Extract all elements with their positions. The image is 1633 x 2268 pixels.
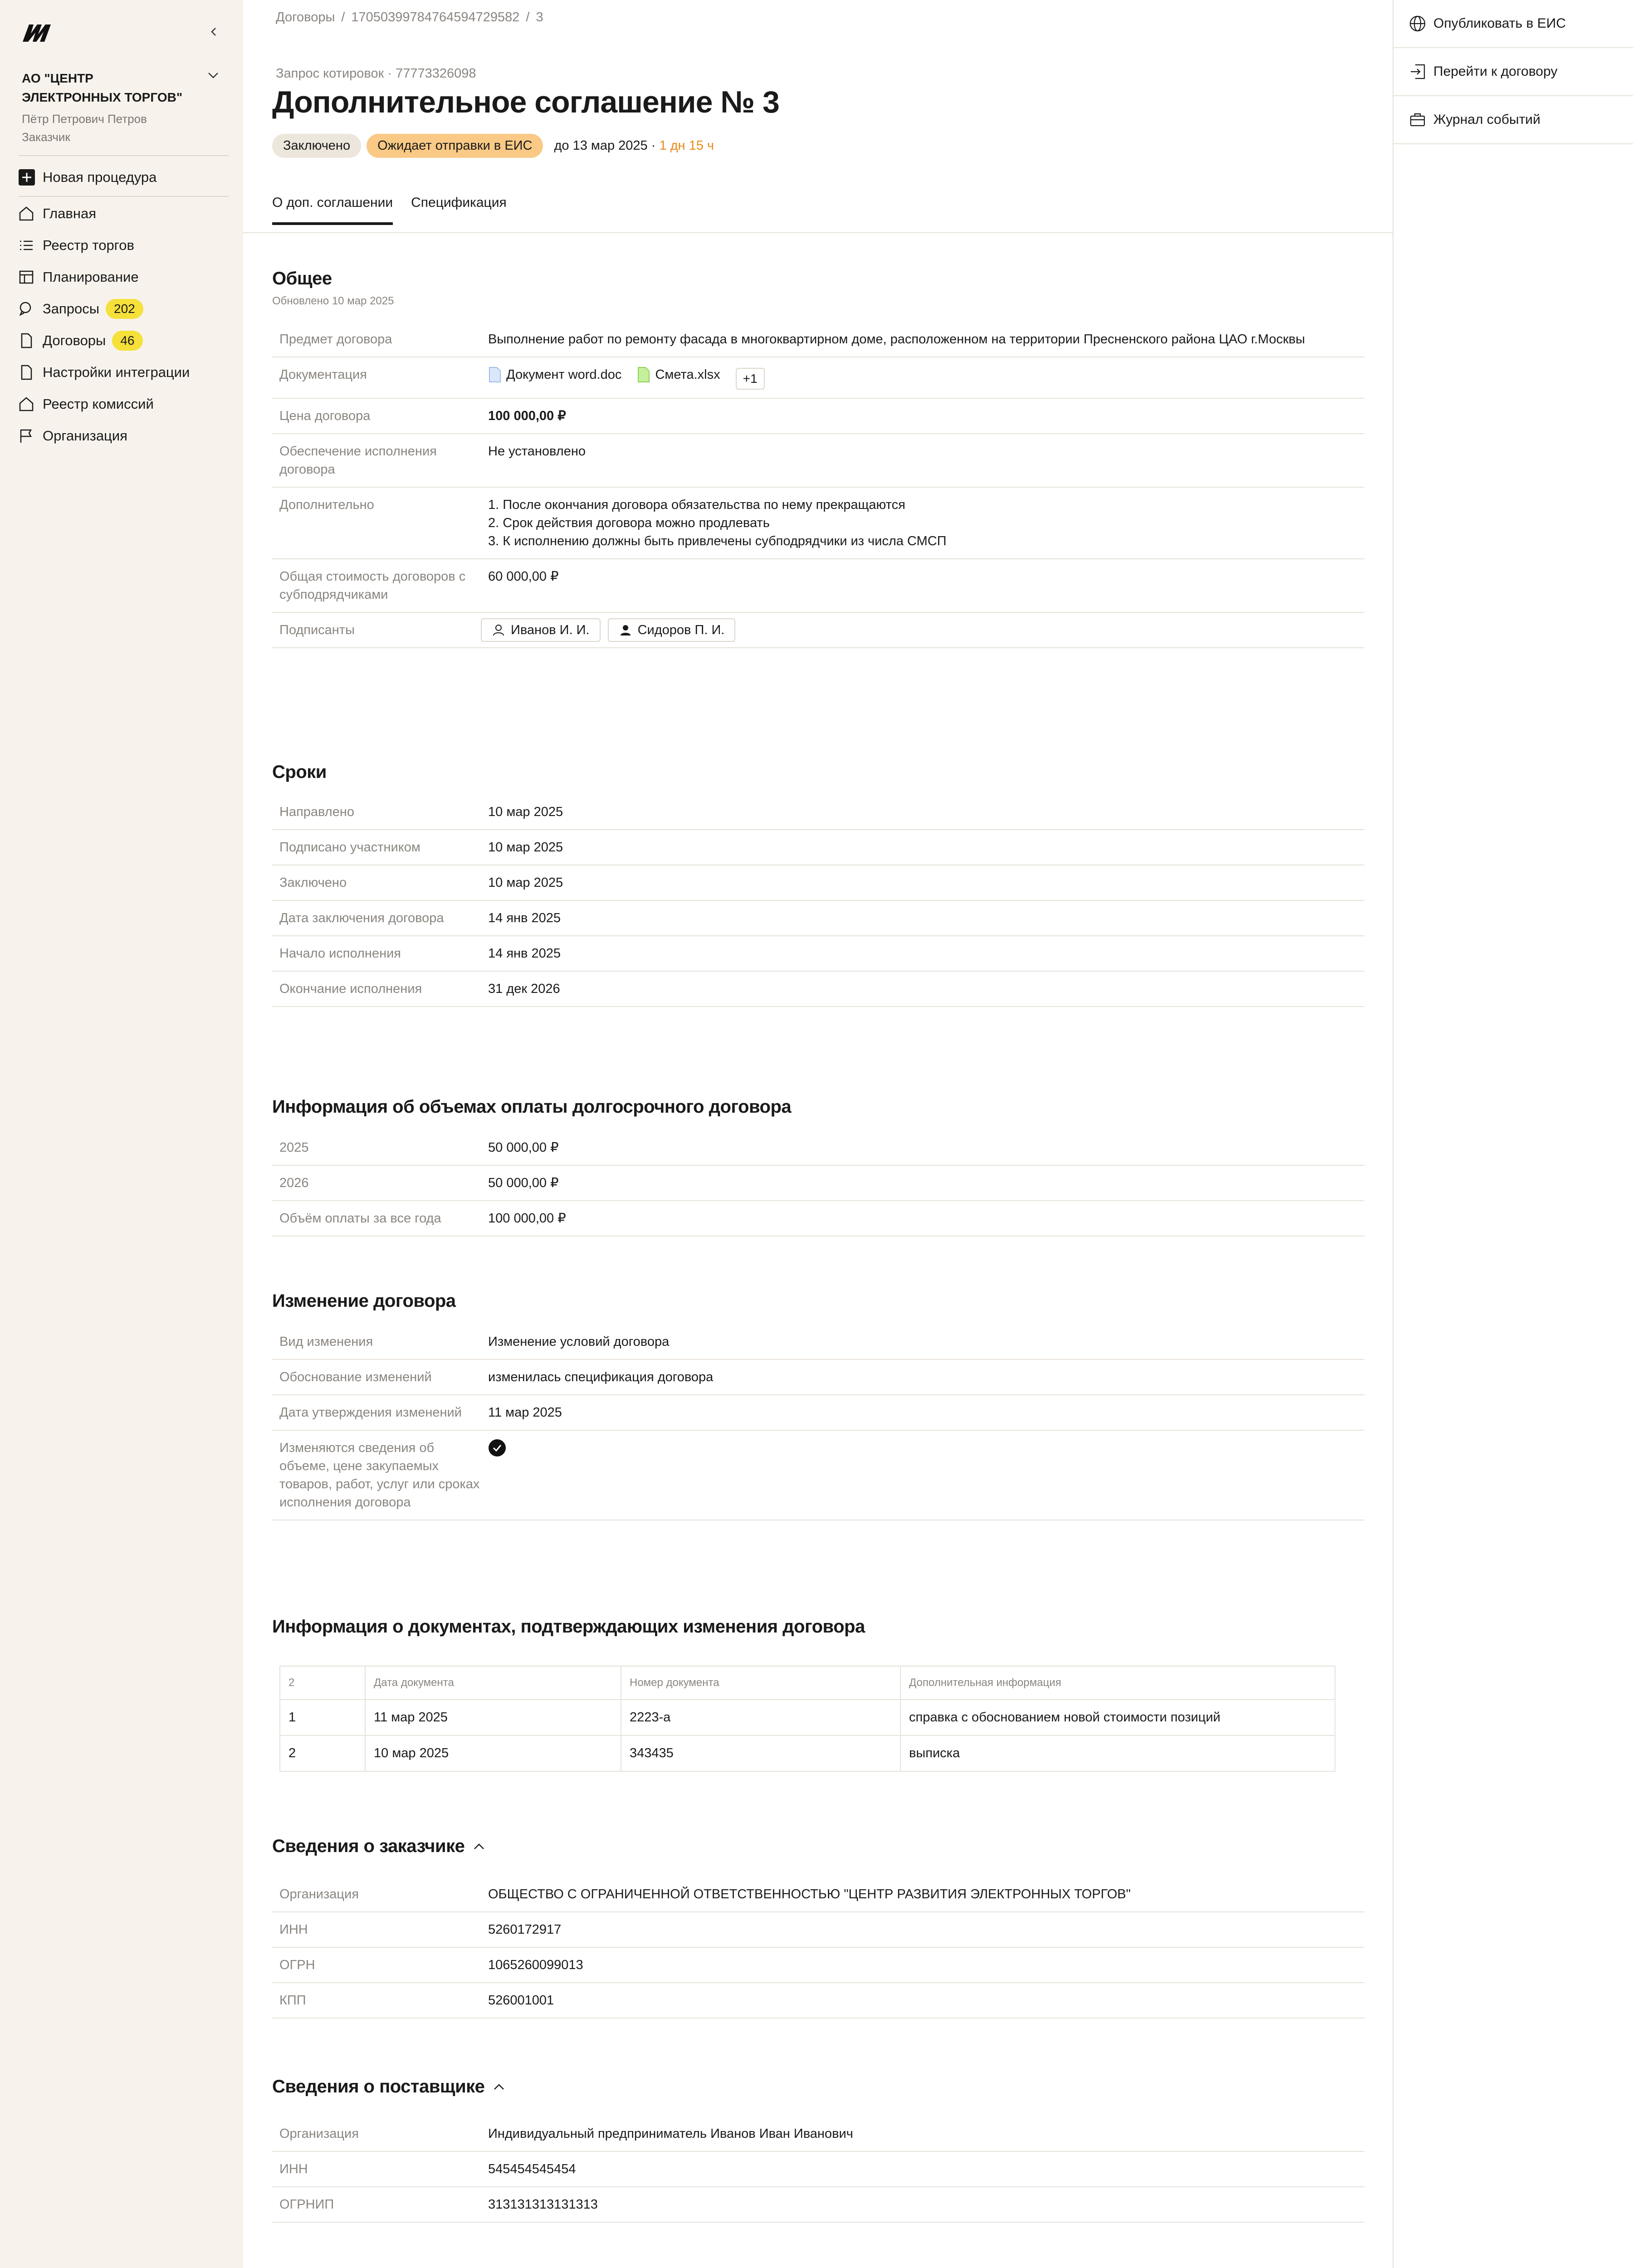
- kv-key: Организация: [279, 1887, 359, 1901]
- nav-item-contracts[interactable]: [18, 325, 231, 357]
- nav-label: Договоры: [43, 332, 106, 348]
- kv-value: 313131313131313: [488, 2197, 598, 2212]
- actions-panel: [1393, 0, 1633, 2268]
- terms-table: [272, 795, 1364, 1007]
- kv-value: 10 мар 2025: [488, 805, 563, 819]
- deadline-date: до 13 мар 2025 ·: [554, 138, 656, 153]
- plus-square-icon: [18, 166, 40, 188]
- count-badge: 46: [112, 331, 142, 351]
- action-label: Журнал событий: [1433, 112, 1540, 127]
- deadline-text: [554, 138, 714, 153]
- kv-value: 100 000,00 ₽: [488, 1211, 566, 1226]
- kv-key: Обоснование изменений: [279, 1370, 432, 1384]
- nav-label: Реестр комиссий: [43, 396, 154, 412]
- event-log-button[interactable]: [1393, 96, 1633, 144]
- breadcrumb-item[interactable]: 1705039978476459472958​2: [351, 10, 520, 24]
- kv-value: 11 мар 2025: [488, 1405, 562, 1420]
- org-switcher[interactable]: [22, 69, 229, 146]
- procedure-subhead: Запрос котировок · 77773326098: [276, 66, 476, 81]
- new-procedure-button[interactable]: [18, 161, 231, 193]
- kv-value: Изменение условий договора: [488, 1334, 670, 1349]
- divider: [18, 196, 229, 197]
- kv-row: [272, 1983, 1364, 2019]
- doc-name: Смета.xlsx: [655, 367, 720, 382]
- kv-value: 50 000,00 ₽: [488, 1140, 559, 1155]
- home-icon: [18, 393, 40, 415]
- table-header: Дата документа: [365, 1666, 621, 1700]
- doc-name: Документ word.doc: [506, 367, 622, 382]
- list-icon: [18, 235, 40, 256]
- kv-value: 60 000,00 ₽: [488, 569, 559, 584]
- section-title-text: Сведения о заказчике: [272, 1836, 465, 1856]
- collapse-sidebar-button[interactable]: [202, 20, 226, 44]
- kv-row: [272, 830, 1364, 865]
- tabs-divider: [243, 232, 1393, 233]
- kv-row: [272, 2116, 1364, 2152]
- kv-value: 14 янв 2025: [488, 946, 561, 961]
- page-title: Дополнительное соглашение № 3: [272, 85, 779, 119]
- kv-key: Направлено: [279, 805, 354, 819]
- new-procedure-label: Новая процедура: [43, 169, 157, 185]
- excel-file-icon: [637, 367, 650, 383]
- signer-chip[interactable]: [481, 618, 601, 642]
- kv-value: 10 мар 2025: [488, 875, 563, 890]
- publish-eis-button[interactable]: [1393, 0, 1633, 48]
- user-name: Пётр Петрович Петров: [22, 112, 147, 126]
- nav-label: Запросы: [43, 301, 100, 317]
- table-header: Дополнительная информация: [900, 1666, 1335, 1700]
- tab-about[interactable]: О доп. соглашении: [272, 195, 393, 225]
- user-role: Заказчик: [22, 130, 70, 144]
- updated-text: Обновлено 10 мар 2025: [272, 295, 394, 307]
- check-circle-icon: [488, 1439, 506, 1457]
- briefcase-icon: [1409, 111, 1426, 128]
- table-header: Номер документа: [621, 1666, 900, 1700]
- chat-icon: [18, 298, 40, 320]
- kv-value: 545454545454: [488, 2162, 576, 2176]
- kv-row: [272, 1877, 1364, 1912]
- kv-key: Дополнительно: [279, 498, 374, 512]
- document-icon: [18, 362, 40, 383]
- kv-value: Выполнение работ по ремонту фасада в многоквартирном доме, расположенном на территории Пресненского района ЦАО г.Москвы: [488, 332, 1305, 347]
- nav-item-requests[interactable]: [18, 293, 231, 325]
- home-icon: [18, 203, 40, 225]
- kv-key: Дата утверждения изменений: [279, 1405, 462, 1420]
- tab-specification[interactable]: Спецификация: [411, 195, 507, 210]
- kv-key: 2026: [279, 1176, 309, 1190]
- doc-link[interactable]: [488, 366, 621, 384]
- kv-row: [272, 559, 1364, 613]
- kv-key: Окончание исполнения: [279, 982, 422, 996]
- supplier-table: [272, 2116, 1364, 2223]
- word-file-icon: [488, 367, 502, 383]
- kv-value: [481, 1431, 1364, 1520]
- kv-value: [481, 488, 1364, 558]
- kv-value: [481, 357, 1364, 398]
- table-header-row: [280, 1666, 1335, 1700]
- kv-value: изменилась спецификация договора: [488, 1370, 714, 1384]
- table-cell: справка с обоснованием новой стоимости позиций: [900, 1700, 1335, 1735]
- new-procedure-nav: [18, 161, 231, 193]
- table-cell: выписка: [900, 1735, 1335, 1771]
- section-title-change-docs: Информация о документах, подтверждающих изменения договора: [272, 1617, 865, 1637]
- kv-key: Общая стоимость договоров с субподрядчиками: [279, 569, 466, 602]
- table-icon: [18, 266, 40, 288]
- kv-row: [272, 488, 1364, 559]
- goto-contract-button[interactable]: [1393, 48, 1633, 96]
- section-title-payments: Информация об объемах оплаты долгосрочного договора: [272, 1097, 792, 1117]
- customer-table: [272, 1877, 1364, 2019]
- nav-item-commission-registry[interactable]: [18, 388, 231, 420]
- status-badge: Заключено: [272, 134, 361, 158]
- kv-value: 526001001: [488, 1993, 554, 2008]
- kv-row: [272, 1130, 1364, 1166]
- table-row: [280, 1735, 1335, 1771]
- kv-value: 1065260099013: [488, 1958, 583, 1972]
- kv-value: 100 000,00 ₽: [488, 409, 566, 423]
- breadcrumb-item[interactable]: Договоры: [276, 10, 335, 24]
- change-docs-table: [279, 1666, 1335, 1772]
- status-row: [272, 134, 714, 158]
- nav-item-integration-settings[interactable]: [18, 357, 231, 388]
- kv-row: [272, 2152, 1364, 2187]
- doc-link[interactable]: [637, 366, 720, 384]
- kv-key: ОГРН: [279, 1958, 315, 1972]
- kv-row: [272, 1431, 1364, 1520]
- nav-item-planning[interactable]: [18, 261, 231, 293]
- kv-row: [272, 434, 1364, 488]
- kv-value: 5260172917: [488, 1922, 562, 1937]
- section-title-general: Общее: [272, 269, 332, 288]
- nav-label: Планирование: [43, 269, 139, 285]
- kv-key: Заключено: [279, 875, 347, 890]
- kv-value: Не установлено: [488, 444, 586, 459]
- extra-line: 1. После окончания договора обязательства по нему прекращаются: [488, 498, 905, 512]
- section-title-text: Сведения о поставщике: [272, 2077, 485, 2097]
- table-cell: 10 мар 2025: [365, 1735, 621, 1771]
- kv-row: [272, 795, 1364, 830]
- breadcrumb: Договоры / 1705039978476459472958​2 / 3: [276, 10, 543, 24]
- extra-line: 2. Срок действия договора можно продлевать: [488, 516, 770, 530]
- kv-value: 31 дек 2026: [488, 982, 560, 996]
- enter-icon: [1409, 63, 1426, 80]
- kv-row: [272, 1325, 1364, 1360]
- kv-value: Индивидуальный предприниматель Иванов Иван Иванович: [488, 2126, 853, 2141]
- kv-key: Подписано участником: [279, 840, 420, 855]
- nav-item-home[interactable]: [18, 198, 231, 230]
- main-content: [243, 0, 1393, 2268]
- nav-label: Реестр торгов: [43, 237, 135, 253]
- kv-row: [272, 613, 1364, 648]
- change-table: [272, 1325, 1364, 1520]
- main-nav: [18, 198, 231, 452]
- user-outline-icon: [492, 623, 505, 637]
- user-filled-icon: [619, 623, 632, 637]
- kv-row: [272, 936, 1364, 972]
- globe-icon: [1409, 15, 1426, 32]
- kv-row: [272, 322, 1364, 357]
- kv-key: Подписанты: [279, 623, 355, 637]
- flag-icon: [18, 425, 40, 447]
- divider: [18, 155, 229, 156]
- kv-key: ИНН: [279, 2162, 308, 2176]
- kv-key: КПП: [279, 1993, 306, 2008]
- more-docs-button[interactable]: +1: [736, 368, 765, 390]
- kv-value: 10 мар 2025: [488, 840, 563, 855]
- kv-key: Организация: [279, 2126, 359, 2141]
- chevron-up-icon: [471, 1841, 487, 1852]
- kv-row: [272, 865, 1364, 901]
- logo[interactable]: [20, 20, 56, 45]
- breadcrumb-item: 3: [536, 10, 543, 24]
- extra-line: 3. К исполнению должны быть привлечены субподрядчики из числа СМСП: [488, 534, 947, 548]
- signer-chip[interactable]: [608, 618, 736, 642]
- kv-key: ОГРНИП: [279, 2197, 334, 2212]
- table-cell: 11 мар 2025: [365, 1700, 621, 1735]
- nav-item-trade-registry[interactable]: [18, 230, 231, 261]
- kv-row: [272, 1360, 1364, 1395]
- kv-row: [272, 901, 1364, 936]
- kv-value: [481, 613, 1364, 647]
- nav-label: Организация: [43, 428, 127, 444]
- kv-key: Предмет договора: [279, 332, 392, 347]
- org-name: АО "ЦЕНТР ЭЛЕКТРОННЫХ ТОРГОВ": [22, 71, 183, 104]
- kv-value: 50 000,00 ₽: [488, 1176, 559, 1190]
- signer-name: Иванов И. И.: [511, 623, 590, 637]
- deadline-remaining: 1 дн 15 ч: [659, 138, 714, 153]
- general-table: [272, 322, 1364, 648]
- kv-row: [272, 972, 1364, 1007]
- kv-key: Объём оплаты за все года: [279, 1211, 441, 1226]
- table-cell: 1: [280, 1700, 365, 1735]
- kv-key: Документация: [279, 367, 367, 382]
- table-cell: 2223-а: [621, 1700, 900, 1735]
- payments-table: [272, 1130, 1364, 1237]
- action-label: Перейти к договору: [1433, 64, 1558, 79]
- kv-value: ОБЩЕСТВО С ОГРАНИЧЕННОЙ ОТВЕТСТВЕННОСТЬЮ "ЦЕНТР РАЗВИТИЯ ЭЛЕКТРОННЫХ ТОРГОВ": [488, 1887, 1131, 1901]
- kv-value: 14 янв 2025: [488, 911, 561, 925]
- action-label: Опубликовать в ЕИС: [1433, 16, 1566, 31]
- table-cell: 343435: [621, 1735, 900, 1771]
- section-title-customer[interactable]: [272, 1836, 487, 1857]
- status-badge: Ожидает отправки в ЕИС: [367, 134, 543, 158]
- chevron-up-icon: [491, 2082, 507, 2092]
- kv-row: [272, 1201, 1364, 1237]
- section-title-supplier[interactable]: [272, 2077, 507, 2097]
- nav-label: Главная: [43, 205, 96, 221]
- kv-key: Изменяются сведения об объеме, цене закупаемых товаров, работ, услуг или сроках исполнения договора: [279, 1441, 480, 1510]
- kv-row: [272, 357, 1364, 399]
- kv-row: [272, 1948, 1364, 1983]
- section-title-change: Изменение договора: [272, 1291, 456, 1311]
- kv-key: Начало исполнения: [279, 946, 401, 961]
- kv-key: 2025: [279, 1140, 309, 1155]
- count-badge: 202: [106, 299, 143, 319]
- kv-row: [272, 399, 1364, 434]
- sidebar: [0, 0, 243, 2268]
- kv-key: Дата заключения договора: [279, 911, 444, 925]
- kv-row: [272, 1166, 1364, 1201]
- kv-key: Цена договора: [279, 409, 371, 423]
- table-header: 2: [280, 1666, 365, 1700]
- kv-row: [272, 2187, 1364, 2223]
- kv-key: Вид изменения: [279, 1334, 373, 1349]
- nav-label: Настройки интеграции: [43, 364, 190, 380]
- chevron-left-icon: [209, 26, 220, 37]
- kv-row: [272, 1395, 1364, 1431]
- nav-item-organization[interactable]: [18, 420, 231, 452]
- table-cell: 2: [280, 1735, 365, 1771]
- table-row: [280, 1700, 1335, 1735]
- signer-name: Сидоров П. И.: [637, 623, 725, 637]
- kv-row: [272, 1912, 1364, 1948]
- document-icon: [18, 330, 40, 352]
- kv-key: ИНН: [279, 1922, 308, 1937]
- chevron-down-icon: [207, 71, 220, 82]
- kv-key: Обеспечение исполнения договора: [279, 444, 437, 477]
- section-title-terms: Сроки: [272, 762, 327, 782]
- tabs: [272, 195, 525, 225]
